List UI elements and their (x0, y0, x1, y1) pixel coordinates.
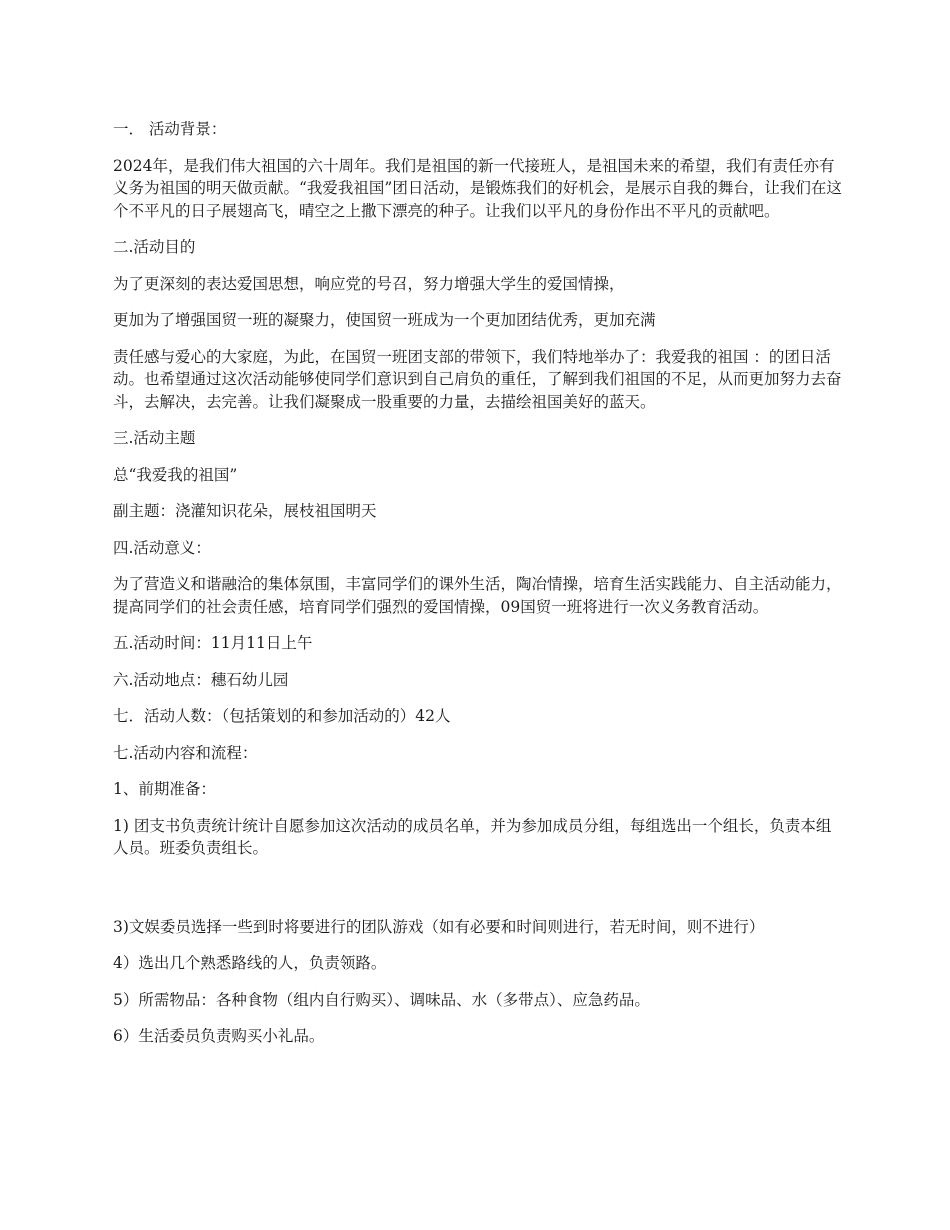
prep-item-4: 4）选出几个熟悉路线的人，负责领路。 (113, 954, 387, 972)
heading-content-flow: 七.活动内容和流程： (113, 743, 258, 762)
sub-theme: 副主题：浇灌知识花朵，展枝祖国明天 (113, 502, 377, 520)
heading-background: 一． 活动背景： (113, 120, 227, 138)
main-theme: 总“我爱我的祖国” (113, 465, 238, 484)
paragraph-significance: 为了营造义和谐融洽的集体氛围，丰富同学们的课外生活，陶冶情操，培育生活实践能力、自主活动能力，提高同学们的社会责任感，培育同学们强烈的爱国情操，09国贸一班将进行一次义务教育活动。 (113, 575, 842, 616)
prep-item-1: 1) 团支书负责统计统计自愿参加这次活动的成员名单，并为参加成员分组，每组选出一个组长，负责本组人员。班委负责组长。 (113, 816, 832, 857)
heading-theme: 三.活动主题 (113, 429, 196, 447)
heading-purpose: 二.活动目的 (113, 238, 196, 256)
prep-item-6: 6）生活委员负责购买小礼品。 (113, 1027, 325, 1045)
heading-significance: 四.活动意义： (113, 538, 211, 557)
heading-preparation: 1、前期准备： (113, 780, 216, 798)
prep-item-3: 3)文娱委员选择一些到时将要进行的团队游戏（如有必要和时间则进行，若无时间，则不进行） (113, 917, 765, 936)
paragraph-purpose-3: 责任感与爱心的大家庭，为此，在国贸一班团支部的带领下，我们特地举办了：我爱我的祖国 ：的团日活动。也希望通过这次活动能够使同学们意识到自己肩负的重任，了解到我们祖国的不足，从而更加努力去奋斗，去解决，去完善。让我们凝聚成一股重要的力量，去描绘祖国美好的蓝天。 (113, 347, 842, 411)
document-page (113, 118, 843, 1062)
activity-headcount: 七．活动人数：（包括策划的和参加活动的）42人 (113, 707, 451, 725)
activity-location: 六.活动地点：穗石幼儿园 (113, 670, 289, 689)
paragraph-purpose-1: 为了更深刻的表达爱国思想，响应党的号召，努力增强大学生的爱国情操， (113, 274, 625, 293)
paragraph-purpose-2: 更加为了增强国贸一班的凝聚力，使国贸一班成为一个更加团结优秀，更加充满 (113, 311, 656, 329)
activity-time: 五.活动时间：11月11日上午 (113, 634, 313, 652)
prep-item-5: 5）所需物品：各种食物（组内自行购买）、调味品、水（多带点）、应急药品。 (113, 990, 650, 1009)
paragraph-background: 2024年，是我们伟大祖国的六十周年。我们是祖国的新一代接班人，是祖国未来的希望，我们有责任亦有义务为祖国的明天做贡献。“我爱我祖国”团日活动，是锻炼我们的好机会，是展示自我的舞台，让我们在这个不平凡的日子展翅高飞，晴空之上撒下漂亮的种子。让我们以平凡的身份作出不平凡的贡献吧。 (113, 156, 842, 220)
